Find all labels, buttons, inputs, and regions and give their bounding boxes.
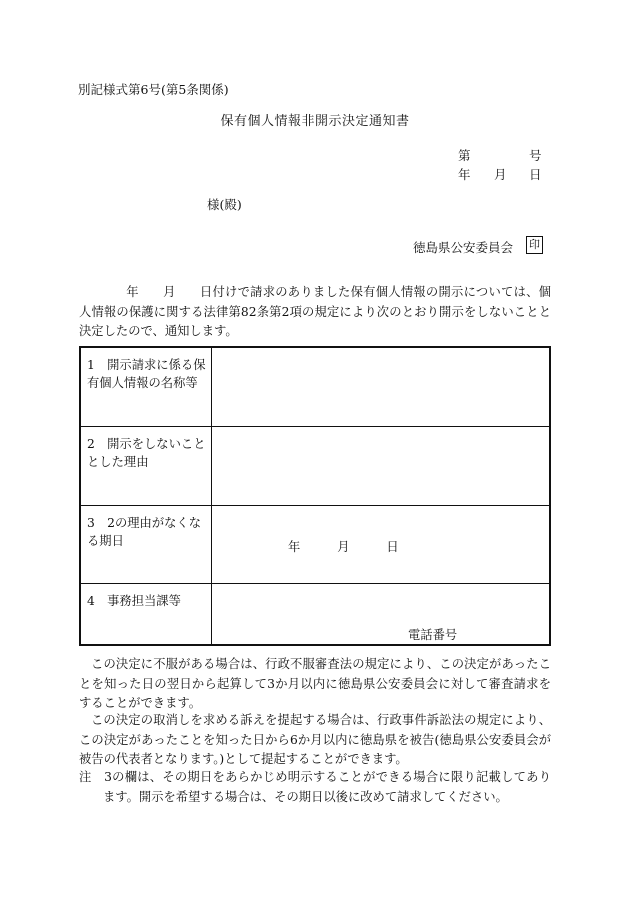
document-title: 保有個人情報非開示決定通知書	[220, 114, 410, 129]
row4-value-cell[interactable]	[212, 584, 551, 645]
appeal-paragraph: この決定に不服がある場合は、行政不服審査法の規定により、この決定があったことを知った日の翌日から起算して3か月以内に徳島県公安委員会に対して審査請求をすることができます。	[79, 657, 551, 710]
row4-label: 4 事務担当課等	[80, 584, 212, 645]
date-month: 月	[494, 167, 507, 182]
table-row	[80, 427, 550, 506]
phone-label: 電話番号	[408, 628, 458, 643]
issuer-name: 徳島県公安委員会	[413, 240, 514, 255]
row1-value-cell[interactable]	[212, 347, 551, 427]
number-prefix: 第	[458, 148, 471, 163]
date-year: 年	[458, 167, 471, 182]
table-row	[80, 505, 550, 584]
row2-label: 2 開示をしないこととした理由	[80, 427, 212, 506]
row3-date: 年 月 日	[288, 539, 399, 554]
lawsuit-paragraph: この決定の取消しを求める訴えを提起する場合は、行政事件訴訟法の規定により、この決定があったことを知った日から6か月以内に徳島県を被告(徳島県公安委員会が被告の代表者となります。)として提起することができます。	[79, 713, 551, 766]
intro-month: 月	[162, 285, 176, 299]
date-day: 日	[529, 167, 542, 182]
row1-label: 1 開示請求に係る保有個人情報の名称等	[80, 347, 212, 427]
intro-year: 年	[126, 285, 139, 299]
intro-text: 日付けで請求のありました保有個人情報の開示については、個人情報の保護に関する法律第82条第2項の規定により次のとおり開示をしないことと決定したので、通知します。	[79, 285, 551, 338]
row3-value-cell[interactable]	[212, 505, 551, 584]
form-code: 別記様式第6号(第5条関係)	[78, 82, 229, 97]
row3-label: 3 2の理由がなくなる期日	[80, 505, 212, 584]
table-row	[80, 584, 550, 645]
table-row	[80, 347, 550, 427]
addressee: 様(殿)	[207, 197, 242, 212]
note-paragraph: 注 3の欄は、その期日をあらかじめ明示することができる場合に限り記載してあります。開示を希望する場合は、その期日以後に改めて請求してください。	[79, 770, 551, 804]
number-suffix: 号	[529, 148, 542, 163]
seal-mark: 印	[526, 236, 543, 254]
details-table	[79, 346, 551, 646]
note-block	[79, 768, 551, 807]
row2-value-cell[interactable]	[212, 427, 551, 506]
intro-paragraph	[79, 283, 551, 342]
